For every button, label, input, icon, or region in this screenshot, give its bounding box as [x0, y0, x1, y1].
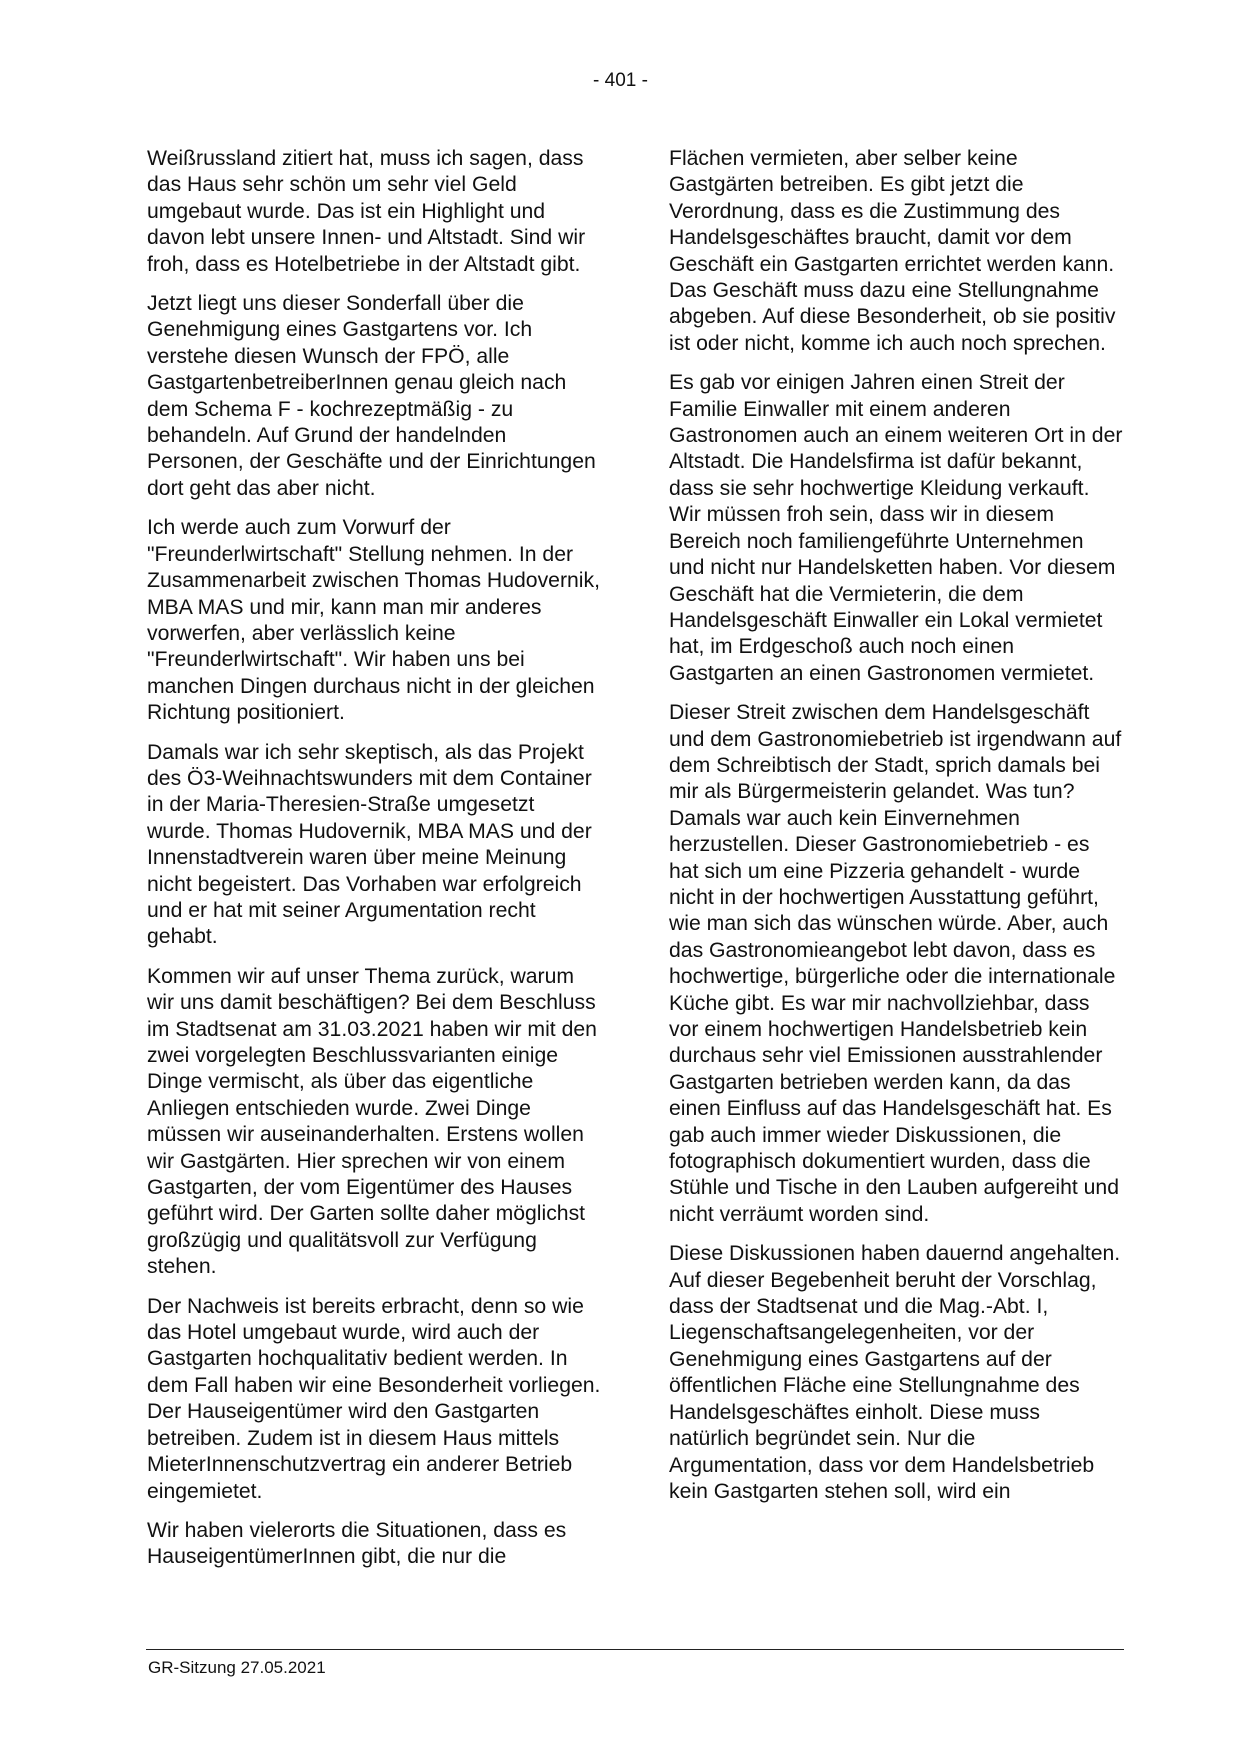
paragraph: Weißrussland zitiert hat, muss ich sagen, dass das Haus sehr schön um sehr viel Geld umgebaut wurde. Das ist ein Highlight und davon lebt unsere Innen- und Altstadt. Sind wir froh, dass es Hotelbetriebe in der Altstadt gibt.: [147, 147, 586, 276]
paragraph: Wir haben vielerorts die Situationen, dass es HauseigentümerInnen gibt, die nur die: [147, 1518, 567, 1569]
paragraph: Der Nachweis ist bereits erbracht, denn so wie das Hotel umgebaut wurde, wird auch der Gastgarten hochqualitativ bedient werden. In dem Fall haben wir eine Besonderheit vorliegen. Der Hauseigentümer wird den Gastgarten betreiben. Zudem ist in diesem Haus mittels MieterInnenschutzvertrag ein anderer Betrieb eingemietet.: [147, 1294, 601, 1503]
paragraph: Es gab vor einigen Jahren einen Streit der Familie Einwaller mit einem anderen Gastronomen auch an einem weiteren Ort in der Altstadt. Die Handelsfirma ist dafür bekannt, dass sie sehr hochwertige Kleidung verkauft. Wir müssen froh sein, dass wir in diesem Bereich noch familiengeführte Unternehmen und nicht nur Handelsketten haben. Vor diesem Geschäft hat die Vermieterin, die dem Handelsgeschäft Einwaller ein Lokal vermietet hat, im Erdgeschoß auch noch einen Gastgarten an einen Gastronomen vermietet.: [669, 371, 1123, 685]
paragraph: Jetzt liegt uns dieser Sonderfall über die Genehmigung eines Gastgartens vor. Ich verstehe diesen Wunsch der FPÖ, alle GastgartenbetreiberInnen genau gleich nach dem Schema F - kochrezeptmäßig - zu behandeln. Auf Grund der handelnden Personen, der Geschäfte und der Einrichtungen dort geht das aber nicht.: [147, 292, 596, 500]
paragraph: Dieser Streit zwischen dem Handelsgeschäft und dem Gastronomiebetrieb ist irgendwann auf dem Schreibtisch der Stadt, sprich damals bei mir als Bürgermeisterin gelandet. Was tun? Damals war auch kein Einvernehmen herzustellen. Dieser Gastronomiebetrieb - es hat sich um eine Pizzeria gehandelt - wurde nicht in der hochwertigen Ausstattung geführt, wie man sich das wünschen würde. Aber, auch das Gastronomieangebot lebt davon, dass es hochwertige, bürgerliche oder die internationale Küche gibt. Es war mir nachvollziehbar, dass vor einem hochwertigen Handelsbetrieb kein durchaus sehr viel Emissionen ausstrahlender Gastgarten betrieben werden kann, da das einen Einfluss auf das Handelsgeschäft hat. Es gab auch immer wieder Diskussionen, die fotographisch dokumentiert wurden, dass die Stühle und Tische in den Lauben aufgereiht und nicht verräumt worden sind.: [669, 701, 1122, 1226]
paragraph: Kommen wir auf unser Thema zurück, warum wir uns damit beschäftigen? Bei dem Beschluss im Stadtsenat am 31.03.2021 haben wir mit den zwei vorgelegten Beschlussvarianten einige Dinge vermischt, als über das eigentliche Anliegen entschieden wurde. Zwei Dinge müssen wir auseinanderhalten. Erstens wollen wir Gastgärten. Hier sprechen wir von einem Gastgarten, der vom Eigentümer des Hauses geführt wird. Der Garten sollte daher möglichst großzügig und qualitätsvoll zur Verfügung stehen.: [147, 964, 597, 1279]
paragraph: Diese Diskussionen haben dauernd angehalten. Auf dieser Begebenheit beruht der Vorschlag, dass der Stadtsenat und die Mag.-Abt. I, Liegenschaftsangelegenheiten, vor der Genehmigung eines Gastgartens auf der öffentlichen Fläche eine Stellungnahme des Handelsgeschäftes einholt. Diese muss natürlich begründet sein. Nur die Argumentation, dass vor dem Handelsbetrieb kein Gastgarten stehen soll, wird ein: [669, 1242, 1121, 1503]
left-column: [147, 146, 601, 1584]
paragraph: Flächen vermieten, aber selber keine Gastgärten betreiben. Es gibt jetzt die Verordnung, dass es die Zustimmung des Handelsgeschäftes braucht, damit vor dem Geschäft ein Gastgarten errichtet werden kann. Das Geschäft muss dazu eine Stellungnahme abgeben. Auf diese Besonderheit, ob sie positiv ist oder nicht, komme ich auch noch sprechen.: [669, 147, 1116, 355]
paragraph: Ich werde auch zum Vorwurf der "Freunderlwirtschaft" Stellung nehmen. In der Zusammenarbeit zwischen Thomas Hudovernik, MBA MAS und mir, kann man mir anderes vorwerfen, aber verlässlich keine "Freunderlwirtschaft". Wir haben uns bei manchen Dingen durchaus nicht in der gleichen Richtung positioniert.: [147, 516, 600, 725]
page-number: - 401 -: [593, 70, 648, 91]
paragraph: Damals war ich sehr skeptisch, als das Projekt des Ö3-Weihnachtswunders mit dem Container in der Maria-Theresien-Straße umgesetzt wurde. Thomas Hudovernik, MBA MAS und der Innenstadtverein waren über meine Meinung nicht begeistert. Das Vorhaben war erfolgreich und er hat mit seiner Argumentation recht gehabt.: [147, 740, 592, 949]
right-column: [669, 146, 1123, 1518]
footer-divider: [146, 1649, 1124, 1650]
footer-text: GR-Sitzung 27.05.2021: [148, 1658, 326, 1677]
